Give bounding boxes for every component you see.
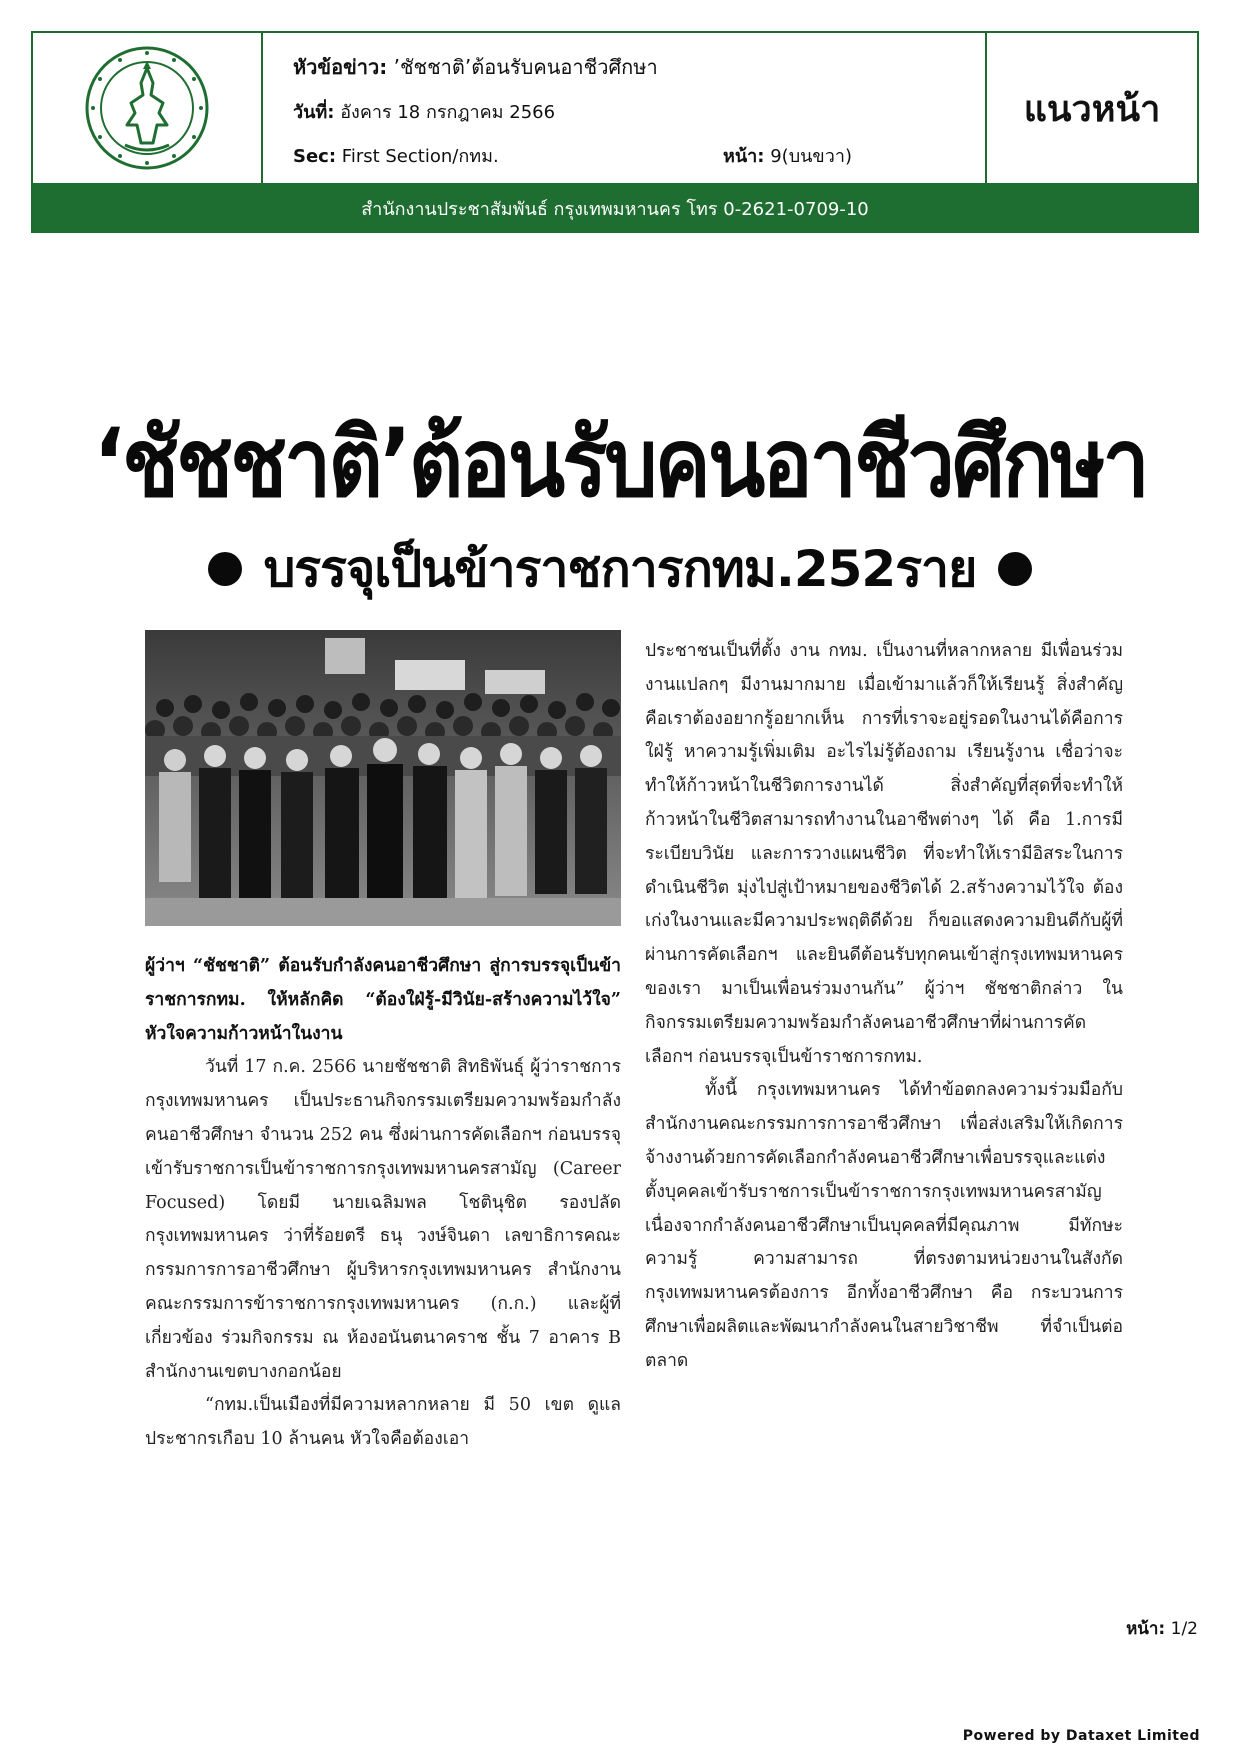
article-subheadline: [60, 530, 1180, 609]
newspaper-name: แนวหน้า: [1023, 88, 1161, 130]
paragraph-1: วันที่ 17 ก.ค. 2566 นายชัชชาติ สิทธิพันธุ์ ผู้ว่าราชการกรุงเทพมหานคร เป็นประธานกิจกรรมเตรียมความพร้อมกำลังคนอาชีวศึกษา จำนวน 252 คน ซึ่งผ่านการคัดเลือกฯ ก่อนบรรจุเข้ารับราชการเป็นข้าราชการกรุงเทพมหานครสามัญ (Career Focused) โดยมี นายเฉลิมพล โชตินุชิต รองปลัดกรุงเทพมหานคร ว่าที่ร้อยตรี ธนุ วงษ์จินดา เลขาธิการคณะกรรมการการอาชีวศึกษา ผู้บริหารกรุงเทพมหานคร สำนักงานคณะกรรมการข้าราชการกรุงเทพมหานคร (ก.ก.) และผู้ที่เกี่ยวข้อง ร่วมกิจกรรม ณ ห้องอนันตนาคราช ชั้น 7 อาคาร B สำนักงานเขตบางกอกน้อย: [145, 1057, 621, 1382]
right-column: [645, 635, 1123, 1379]
bullet-icon: [208, 552, 242, 586]
left-column: [145, 950, 621, 1457]
headline-line: [293, 51, 658, 83]
date-value: อังคาร 18 กรกฎาคม 2566: [340, 102, 556, 123]
date-label: วันที่:: [293, 102, 335, 123]
bullet-icon: [998, 552, 1032, 586]
title-value: ’ชัชชาติ’ต้อนรับคนอาชีวศึกษา: [393, 55, 658, 79]
clipping-header: [31, 31, 1199, 233]
page-value: 9(บนขวา): [770, 146, 852, 167]
paragraph-3: ประชาชนเป็นที่ตั้ง งาน กทม. เป็นงานที่หลากหลาย มีเพื่อนร่วมงานแปลกๆ มีงานมากมาย เมื่อเข้ามาแล้วก็ให้เรียนรู้ สิ่งสำคัญคือเราต้องอยากรู้อยากเห็น การที่เราจะอยู่รอดในงานได้คือการใฝ่รู้ หาความรู้เพิ่มเติม อะไรไม่รู้ต้องถาม เรียนรู้งาน เชื่อว่าจะทำให้ก้าวหน้าในชีวิตการงานได้ สิ่งสำคัญที่สุดที่จะทำให้ก้าวหน้าในชีวิตสามารถทำงานในอาชีพต่างๆ ได้ คือ 1.การมีระเบียบวินัย และการวางแผนชีวิต ที่จะทำให้เรามีอิสระในการดำเนินชีวิต มุ่งไปสู่เป้าหมายของชีวิตได้ 2.สร้างความไว้ใจ ต้องเก่งในงานและมีความประพฤติดีด้วย ก็ขอแสดงความยินดีกับผู้ที่ผ่านการคัดเลือกฯ และยินดีต้อนรับทุกคนเข้าสู่กรุงเทพมหานครของเรา มาเป็นเพื่อนร่วมงานกัน” ผู้ว่าฯ ชัชชาติกล่าว ในกิจกรรมเตรียมความพร้อมกำลังคนอาชีวศึกษาที่ผ่านการคัดเลือกฯ ก่อนบรรจุเป็นข้าราชการกทม.: [645, 641, 1123, 1067]
newspaper-name-cell: [987, 33, 1197, 183]
photo-caption: ผู้ว่าฯ “ชัชชาติ” ต้อนรับกำลังคนอาชีวศึกษา สู่การบรรจุเป็นข้าราชการกทม. ให้หลักคิด “ต้องใฝ่รู้-มีวินัย-สร้างความไว้ใจ” หัวใจความก้าวหน้าในงาน: [145, 956, 621, 1044]
section-line: [293, 141, 499, 170]
section-value: First Section/กทม.: [341, 146, 499, 167]
paragraph-2: “กทม.เป็นเมืองที่มีความหลากหลาย มี 50 เขต ดูแลประชากรเกือบ 10 ล้านคน หัวใจคือต้องเอา: [145, 1395, 621, 1450]
date-line: [293, 97, 555, 126]
page-number-label: หน้า:: [1126, 1619, 1166, 1639]
powered-by: Powered by Dataxet Limited: [962, 1728, 1200, 1744]
office-bar: [33, 183, 1197, 233]
group-photo-image: [145, 630, 621, 926]
logo-cell: [33, 33, 263, 183]
page-number-value: 1/2: [1170, 1619, 1198, 1639]
article-headline: ‘ชัชชาติ’ต้อนรับคนอาชีวศึกษา: [93, 408, 1147, 518]
article-photo: [145, 630, 621, 926]
office-bar-text: สำนักงานประชาสัมพันธ์ กรุงเทพมหานคร โทร 0-2621-0709-10: [361, 198, 869, 220]
page-label: หน้า:: [723, 146, 765, 167]
subheadline-text: บรรจุเป็นข้าราชการกทม.252ราย: [263, 540, 977, 598]
page-number: [1126, 1615, 1198, 1642]
bangkok-seal-icon: [33, 33, 261, 183]
section-label: Sec:: [293, 146, 337, 167]
paragraph-4: ทั้งนี้ กรุงเทพมหานคร ได้ทำข้อตกลงความร่วมมือกับสำนักงานคณะกรรมการการอาชีวศึกษา เพื่อส่งเสริมให้เกิดการจ้างงานด้วยการคัดเลือกกำลังคนอาชีวศึกษาเพื่อบรรจุและแต่งตั้งบุคคลเข้ารับราชการเป็นข้าราชการกรุงเทพมหานครสามัญ เนื่องจากกำลังคนอาชีวศึกษาเป็นบุคคลที่มีคุณภาพ มีทักษะ ความรู้ ความสามารถ ที่ตรงตามหน่วยงานในสังกัดกรุงเทพมหานครต้องการ อีกทั้งอาชีวศึกษา คือ กระบวนการศึกษาเพื่อผลิตและพัฒนากำลังคนในสายวิชาชีพ ที่จำเป็นต่อตลาด: [645, 1080, 1123, 1371]
header-info: [263, 33, 987, 183]
header-row: [33, 33, 1197, 183]
page-line: [723, 141, 852, 170]
title-label: หัวข้อข่าว:: [293, 55, 388, 79]
